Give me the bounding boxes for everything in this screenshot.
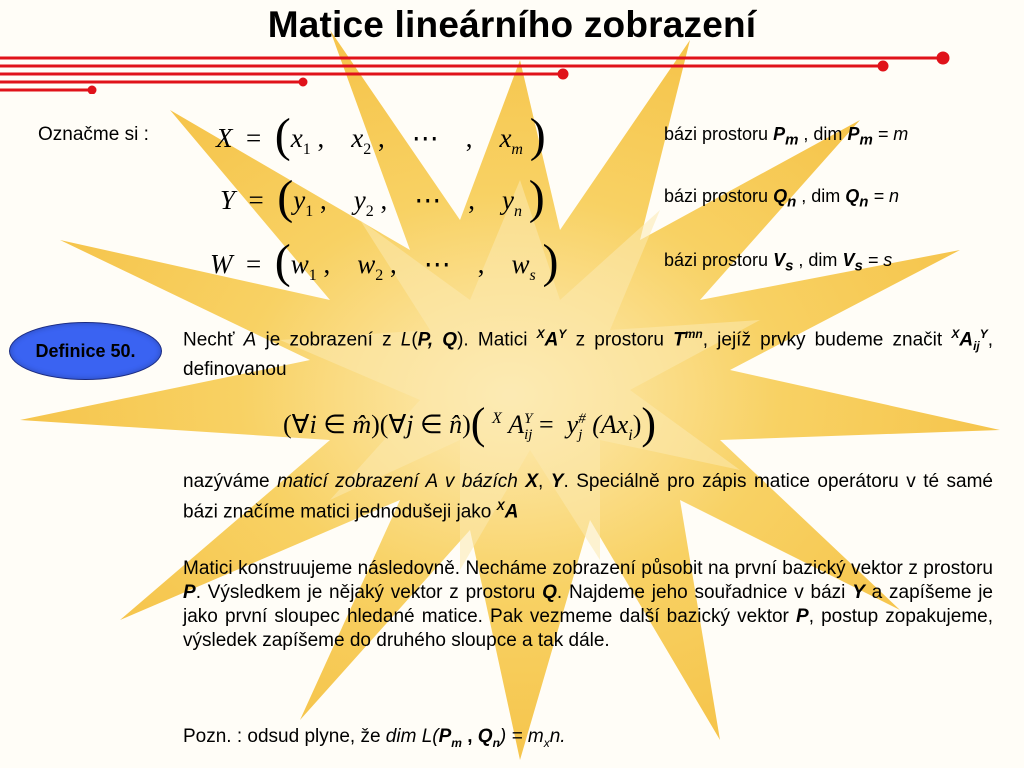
basis-elem: w	[357, 249, 376, 279]
text: T	[673, 329, 685, 351]
basis-elem: x	[290, 123, 303, 153]
text: n.	[549, 726, 566, 747]
text: L	[400, 329, 412, 351]
text: dim L(	[385, 726, 439, 747]
eq-part: j	[578, 427, 583, 444]
text: Nechť	[183, 329, 244, 351]
basis-x-formula: $X = (x_1$ , $x_2$ , ⋯ , $x_m$ )	[216, 109, 546, 162]
text: . Výsledkem je nějaký vektor z prostoru	[195, 582, 543, 603]
eq-part: i	[309, 410, 317, 439]
text: . Speciálně pro zápis matice operátoru v té samé bázi značíme matici jednodušeji jako	[183, 471, 993, 523]
sup: Y	[979, 327, 988, 341]
dim-text: , dim	[798, 124, 848, 144]
text: Matici konstruujeme následovně. Necháme zobrazení působit na první bazický vektor z prostoru	[183, 558, 993, 579]
desc-prefix: bázi prostoru	[664, 250, 774, 270]
text: , postup zopakujeme, výsledek zapíšeme do druhého sloupce a tak dále.	[183, 606, 993, 651]
eq-part: ∈	[316, 410, 353, 439]
intro-label: Označme si :	[38, 124, 149, 145]
basis-sub: 1	[305, 203, 314, 220]
definition-paragraph	[183, 322, 993, 382]
basis-elem: x	[351, 123, 364, 153]
basis-var: Y	[220, 185, 236, 215]
basis-elem: w	[290, 249, 309, 279]
text: Q	[477, 726, 493, 747]
basis-y-formula: $Y = (y_1$ , $y_2$ , ⋯ , $y_n$ )	[220, 171, 545, 224]
sup: Y	[558, 327, 567, 341]
basis-w-formula: $W = (w_1$ , $w_2$ , ⋯ , $w_s$ )	[210, 235, 559, 288]
basis-sub: m	[511, 141, 523, 158]
eq-part: ∈	[413, 410, 450, 439]
basis-var: X	[216, 123, 233, 153]
text: , definovanou	[183, 329, 994, 381]
dim-value: = n	[868, 186, 899, 206]
eq-part: =	[532, 410, 561, 439]
construction-paragraph	[183, 557, 993, 653]
dim-text: , dim	[796, 186, 846, 206]
note-line	[183, 725, 993, 755]
space-sub: m	[859, 131, 873, 149]
definition-equation: (∀i ∈ m̂)(∀j ∈ n̂)( $^X$ A Y ij = y # j $(Ax_i)$)	[283, 399, 657, 448]
eq-part: m̂	[352, 410, 372, 439]
text: maticí zobrazení A v bázích	[277, 471, 526, 492]
basis-sub: 2	[375, 267, 384, 284]
eq-part: A	[508, 410, 525, 439]
page-title: Matice lineárního zobrazení	[267, 4, 757, 45]
sup: X	[496, 499, 505, 513]
text: je zobrazení z	[256, 329, 401, 351]
text: Y	[852, 582, 865, 603]
text: ,	[461, 726, 478, 747]
basis-sub: s	[529, 267, 536, 284]
text: a zapíšeme je jako první sloupec hledané matice. Pak vezmeme další bazický vektor	[183, 582, 993, 627]
basis-sub: 1	[302, 141, 311, 158]
text: P, Q	[417, 329, 458, 351]
basis-sub: 1	[308, 267, 317, 284]
dim-value: = s	[862, 250, 893, 270]
text: P	[438, 726, 452, 747]
text: Q	[542, 582, 557, 603]
text: P	[796, 606, 809, 627]
sub: m	[451, 735, 462, 750]
eq-part: #	[578, 411, 586, 428]
text: A	[504, 501, 519, 523]
text: A	[243, 329, 257, 351]
eq-part: X	[491, 410, 502, 427]
basis-elem: y	[501, 185, 514, 215]
basis-var: W	[210, 249, 233, 279]
eq-part: )	[632, 410, 642, 439]
basis-elem: x	[499, 123, 512, 153]
sub: ij	[973, 339, 980, 354]
basis-y-desc	[664, 186, 899, 211]
space-symbol: V	[842, 250, 855, 270]
text: P	[183, 582, 196, 603]
text: ) = m	[499, 726, 544, 747]
dim-text: , dim	[793, 250, 843, 270]
text: A	[544, 329, 559, 351]
space-symbol: Q	[845, 186, 860, 206]
eq-part: (∀	[283, 410, 310, 439]
space-symbol: P	[847, 124, 860, 144]
text: , jejíž prvky budeme značit	[702, 329, 952, 351]
basis-sub: 2	[365, 203, 374, 220]
desc-prefix: bázi prostoru	[664, 186, 774, 206]
sup: X	[951, 327, 960, 341]
text: ,	[538, 471, 551, 492]
text: (	[411, 329, 418, 351]
desc-prefix: bázi prostoru	[664, 124, 774, 144]
eq-part: )(∀	[371, 410, 407, 439]
eq-part: )	[462, 410, 471, 439]
space-sub: s	[854, 257, 863, 275]
basis-sub: n	[513, 203, 522, 220]
space-sub: n	[859, 193, 869, 211]
text: z prostoru	[566, 329, 674, 351]
basis-elem: w	[511, 249, 530, 279]
space-sub: n	[787, 193, 797, 211]
red-lines-decoration	[0, 50, 1024, 94]
text: X	[525, 471, 539, 492]
basis-w-desc	[664, 250, 892, 275]
text: nazýváme	[183, 471, 278, 492]
eq-part: ij	[524, 427, 533, 444]
basis-sub: 2	[363, 141, 372, 158]
sub: x	[543, 735, 550, 750]
basis-elem: y	[353, 185, 366, 215]
space-sub: s	[785, 257, 794, 275]
text: Y	[550, 471, 564, 492]
eq-part: y	[566, 410, 579, 439]
eq-part: Y	[524, 411, 533, 428]
eq-part: n̂	[449, 410, 463, 439]
text: Pozn. : odsud plyne, že	[183, 726, 386, 747]
text: A	[959, 329, 974, 351]
space-symbol: V	[773, 250, 786, 270]
sup: mn	[684, 327, 703, 341]
definition-badge: Definice 50.	[9, 322, 162, 380]
dim-value: = m	[872, 124, 909, 144]
basis-elem: y	[293, 185, 306, 215]
text: . Najdeme jeho souřadnice v bázi	[556, 582, 853, 603]
space-symbol: P	[773, 124, 786, 144]
naming-paragraph	[183, 470, 993, 524]
eq-part: (Ax	[592, 410, 629, 439]
text: ). Matici	[457, 329, 537, 351]
basis-x-desc	[664, 124, 908, 149]
space-sub: m	[785, 131, 799, 149]
eq-part: i	[628, 427, 633, 444]
sup: X	[536, 327, 545, 341]
eq-part: j	[406, 410, 414, 439]
space-symbol: Q	[773, 186, 788, 206]
sub: n	[492, 735, 500, 750]
